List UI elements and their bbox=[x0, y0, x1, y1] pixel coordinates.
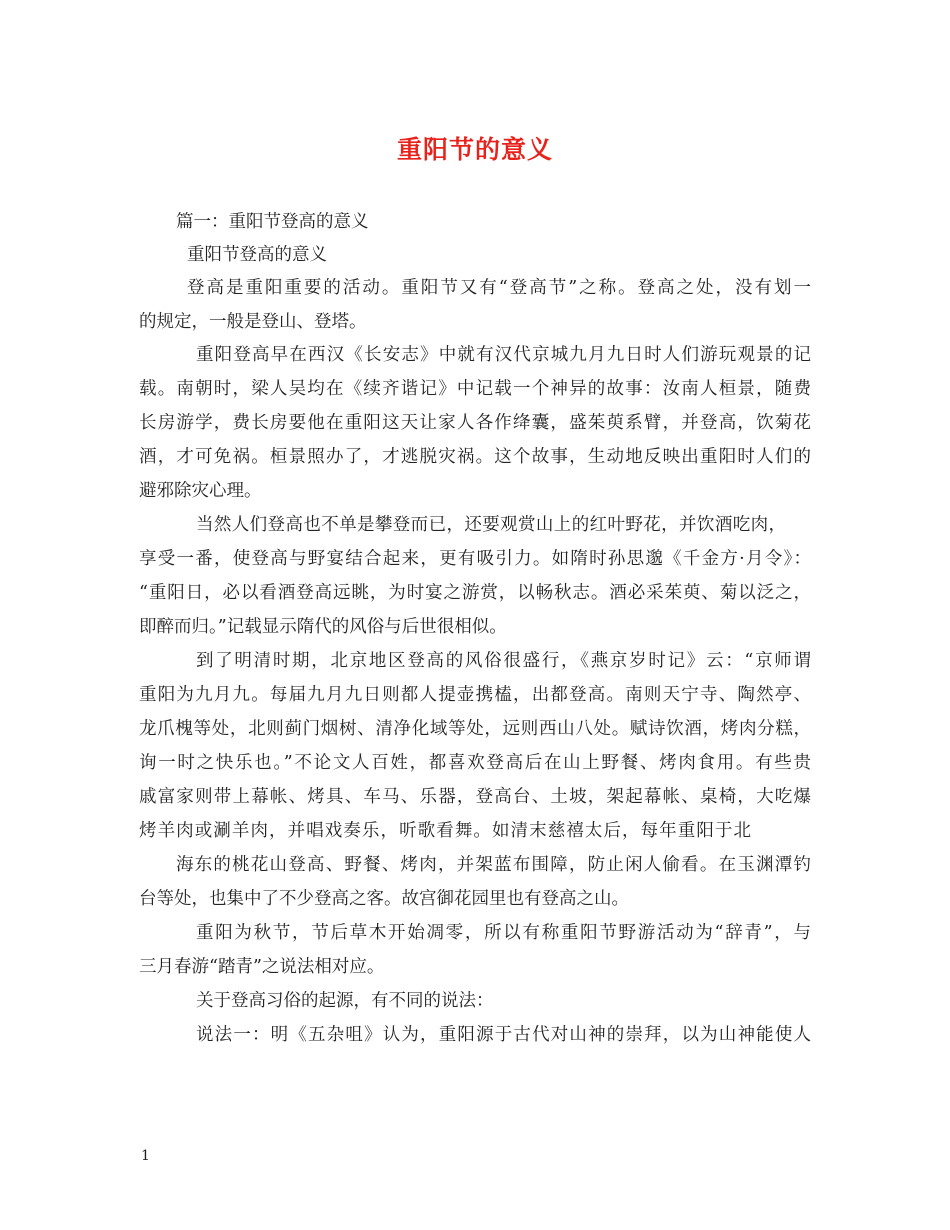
paragraph-line: 即醉而归。”记载显示隋代的风俗与后世很相似。 bbox=[139, 617, 507, 637]
paragraph-line: 酒，才可免祸。桓景照办了，才逃脱灾祸。这个故事，生动地反映出重阳时人们的 bbox=[139, 447, 811, 467]
paragraph-line: 台等处，也集中了不少登高之客。故宫御花园里也有登高之山。 bbox=[139, 889, 629, 909]
paragraph-line: 避邪除灾心理。 bbox=[139, 481, 262, 501]
paragraph-line: 长房游学，费长房要他在重阳这天让家人各作绛囊，盛茱萸系臂，并登高，饮菊花 bbox=[139, 413, 811, 433]
paragraph-line: 登高是重阳重要的活动。重阳节又有“登高节”之称。登高之处，没有划一 bbox=[187, 278, 811, 298]
paragraph-line: 当然人们登高也不单是攀登而已，还要观赏山上的红叶野花，并饮酒吃肉， bbox=[196, 515, 786, 535]
paragraph-line: 说法一：明《五杂咀》认为，重阳源于古代对山神的崇拜，以为山神能使人 bbox=[196, 1025, 811, 1045]
section-heading: 篇一：重阳节登高的意义 bbox=[176, 212, 369, 232]
paragraph-line: 询一时之快乐也。”不论文人百姓，都喜欢登高后在山上野餐、烤肉食用。有些贵 bbox=[139, 753, 811, 773]
paragraph-line: 重阳登高早在西汉《长安志》中就有汉代京城九月九日时人们游玩观景的记 bbox=[196, 345, 811, 365]
paragraph-line: 重阳为秋节，节后草木开始凋零，所以有称重阳节野游活动为“辞青”，与 bbox=[196, 923, 811, 943]
paragraph-line: 的规定，一般是登山、登塔。 bbox=[139, 312, 367, 332]
paragraph-line: 烤羊肉或涮羊肉，并唱戏奏乐，听歌看舞。如清末慈禧太后，每年重阳于北 bbox=[139, 821, 751, 841]
paragraph-line: 到了明清时期，北京地区登高的风俗很盛行，《燕京岁时记》云：“京师谓 bbox=[196, 651, 811, 671]
paragraph-line: 关于登高习俗的起源，有不同的说法： bbox=[196, 991, 494, 1011]
paragraph-line: 载。南朝时，梁人吴均在《续齐谐记》中记载一个神异的故事：汝南人桓景，随费 bbox=[139, 379, 811, 399]
page-number: 1 bbox=[141, 1148, 150, 1164]
paragraph-line: “重阳日，必以看酒登高远眺，为时宴之游赏，以畅秋志。酒必采茱萸、菊以泛之， bbox=[139, 583, 811, 603]
paragraph-line: 重阳为九月九。每届九月九日则都人提壶携榼，出都登高。南则天宁寺、陶然亭、 bbox=[139, 685, 811, 705]
subsection-heading: 重阳节登高的意义 bbox=[187, 245, 327, 265]
paragraph-line: 享受一番，使登高与野宴结合起来，更有吸引力。如隋时孙思邈《千金方·月令》： bbox=[139, 549, 811, 569]
paragraph-line: 三月春游“踏青”之说法相对应。 bbox=[139, 957, 385, 977]
paragraph-line: 海东的桃花山登高、野餐、烤肉，并架蓝布围障，防止闲人偷看。在玉渊潭钓 bbox=[176, 855, 811, 875]
paragraph-line: 龙爪槐等处，北则蓟门烟树、清净化域等处，远则西山八处。赋诗饮酒，烤肉分糕， bbox=[139, 719, 811, 739]
paragraph-line: 戚富家则带上幕帐、烤具、车马、乐器，登高台、土坡，架起幕帐、桌椅，大吃爆 bbox=[139, 787, 811, 807]
document-title: 重阳节的意义 bbox=[396, 135, 553, 164]
